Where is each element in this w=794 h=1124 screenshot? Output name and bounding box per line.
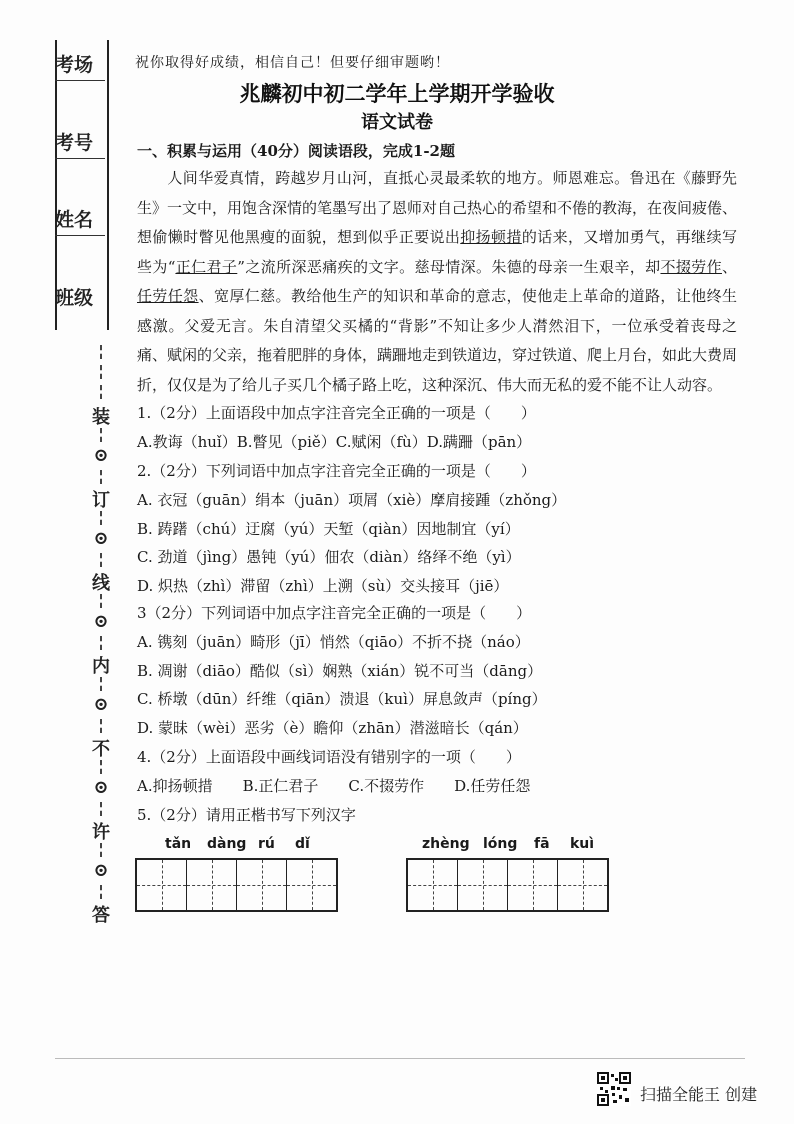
binding-dash <box>100 760 106 774</box>
binding-side-char: 答 <box>92 905 110 926</box>
binding-dash <box>100 385 106 399</box>
writing-cell[interactable] <box>187 860 237 910</box>
pinyin-label: fā <box>534 836 550 852</box>
binding-side-char: 订 <box>92 490 110 511</box>
question-3-option-b: B. 凋谢（diāo）酷似（sì）娴熟（xián）锐不可当（dāng） <box>137 662 543 680</box>
writing-cell[interactable] <box>137 860 187 910</box>
binding-side-char: 许 <box>92 822 110 843</box>
writing-cell[interactable] <box>458 860 508 910</box>
binding-dash <box>100 677 106 691</box>
question-2-option-b: B. 踌躇（chú）迂腐（yú）天堑（qiàn）因地制宜（yí） <box>137 520 520 538</box>
pinyin-label: dàng <box>207 836 247 852</box>
class-label: 班级 <box>55 287 94 309</box>
binding-dash <box>100 802 106 816</box>
binding-dash <box>100 594 106 608</box>
binding-side-char: 不 <box>92 739 110 760</box>
writing-grid-1[interactable] <box>135 858 338 912</box>
pinyin-label: tǎn <box>165 836 192 852</box>
passage-text: ”之流所深恶痛疾的文字。慈母情深。朱德的母亲一生艰辛，却 <box>237 257 661 276</box>
section-heading: 一、积累与运用（40分）阅读语段，完成1-2题 <box>137 142 455 160</box>
writing-grid-2[interactable] <box>406 858 609 912</box>
pinyin-label: rú <box>258 836 275 852</box>
underlined-word: 任劳任怨 <box>137 287 199 305</box>
binding-circle-icon: ⊙ <box>93 859 109 881</box>
binding-dash <box>100 345 106 359</box>
reading-passage <box>137 164 737 400</box>
binding-field-exam-room <box>55 50 105 77</box>
question-4-stem: 4.（2分）上面语段中画线词语没有错别字的一项（ ） <box>137 748 521 766</box>
binding-dash <box>100 843 106 857</box>
binding-field-name <box>55 205 105 232</box>
binding-dash <box>100 719 106 733</box>
binding-side-char: 线 <box>92 573 110 594</box>
underlined-word: 不掇劳作 <box>660 257 722 276</box>
question-1-options: A.教诲（huǐ）B.瞥见（piě）C.赋闲（fù）D.蹒跚（pān） <box>137 433 532 451</box>
question-3-stem: 3（2分）下列词语中加点字注音完全正确的一项是（ ） <box>137 604 532 622</box>
question-3-option-c: C. 桥墩（dūn）纤维（qiān）溃退（kuì）屏息敛声（píng） <box>137 690 547 708</box>
question-3-option-a: A. 镌刻（juān）畸形（jī）悄然（qiāo）不折不挠（náo） <box>137 633 530 651</box>
exam-number-label: 考号 <box>55 132 94 154</box>
page-bottom-border <box>55 1058 745 1059</box>
writing-cell[interactable] <box>508 860 558 910</box>
binding-circle-icon: ⊙ <box>93 527 109 549</box>
question-2-option-d: D. 炽热（zhì）滞留（zhì）上溯（sù）交头接耳（jiē） <box>137 577 509 595</box>
question-2-option-a: A. 衣冠（guān）绢本（juān）项屑（xiè）摩肩接踵（zhǒng） <box>137 491 567 509</box>
binding-dash <box>100 553 106 567</box>
passage-text: 、 <box>721 257 737 276</box>
binding-circle-icon: ⊙ <box>93 776 109 798</box>
question-4-options: A.抑扬顿措 B.正仁君子 C.不掇劳作 D.任劳任怨 <box>137 777 531 795</box>
passage-text: 人间华爱真情，跨越岁月山河，直抵心灵最柔软的地方。师恩难忘。鲁迅在《藤野先生》一文中，用饱含深情的笔墨写出了恩师对自己热心的希望和不倦的教海，在夜间疲倦、想偷懒时瞥见他黑瘦的面貌，想到似乎正要说出 <box>137 169 738 246</box>
binding-dash <box>100 365 106 379</box>
binding-field-class <box>55 283 105 310</box>
binding-dash <box>100 511 106 525</box>
binding-circle-icon: ⊙ <box>93 444 109 466</box>
question-2-stem: 2.（2分）下列词语中加点字注音完全正确的一项是（ ） <box>137 462 536 480</box>
pinyin-label: dǐ <box>295 836 310 852</box>
binding-dash <box>100 470 106 484</box>
writing-cell[interactable] <box>408 860 458 910</box>
binding-circle-icon: ⊙ <box>93 610 109 632</box>
underlined-word: 抑扬顿措 <box>460 228 522 246</box>
binding-side-char: 装 <box>92 407 110 428</box>
exam-room-label: 考场 <box>55 54 94 76</box>
scanner-watermark: 扫描全能王 创建 <box>640 1085 758 1104</box>
question-3-option-d: D. 蒙昧（wèi）恶劣（è）瞻仰（zhān）潜滋暗长（qán） <box>137 719 528 737</box>
underlined-word: 正仁君子 <box>175 257 238 276</box>
pinyin-label: zhèng <box>422 836 470 852</box>
qr-code-icon <box>597 1072 631 1106</box>
exam-title: 兆麟初中初二学年上学期开学验收 <box>239 81 555 106</box>
question-1-stem: 1.（2分）上面语段中加点字注音完全正确的一项是（ ） <box>137 404 536 422</box>
writing-cell[interactable] <box>287 860 336 910</box>
exam-subtitle: 语文试卷 <box>361 112 433 133</box>
binding-side-char: 内 <box>92 656 110 677</box>
passage-text: 的话来，又增加勇气，再继续写些为“ <box>137 228 737 276</box>
binding-dash <box>100 428 106 442</box>
passage-text: 、宽厚仁慈。教给他生产的知识和革命的意志，使他走上革命的道路，让他终生感激。父爱无言。朱自清望父买橘的“背影”不知让多少人潸然泪下，一位承受着丧母之痛、赋闲的父亲，拖着肥胖的身体，蹒跚地走到铁道边，穿过铁道、爬上月台，如此大费周折，仅仅是为了给儿子买几个橘子路上吃，这种深沉、伟大而无私的爱不能不让人动容。 <box>137 287 738 394</box>
question-5-stem: 5.（2分）请用正楷书写下列汉字 <box>137 806 356 824</box>
question-2-option-c: C. 劲道（jìng）愚钝（yú）佃农（diàn）络绎不绝（yì） <box>137 548 521 566</box>
binding-circle-icon: ⊙ <box>93 693 109 715</box>
name-label: 姓名 <box>55 209 94 231</box>
greeting-text: 祝你取得好成绩，相信自己！但要仔细审题哟！ <box>135 55 450 71</box>
pinyin-label: lóng <box>483 836 518 852</box>
binding-dash <box>100 885 106 899</box>
writing-cell[interactable] <box>237 860 287 910</box>
binding-dash <box>100 636 106 650</box>
writing-cell[interactable] <box>558 860 607 910</box>
pinyin-label: kuì <box>570 836 595 852</box>
